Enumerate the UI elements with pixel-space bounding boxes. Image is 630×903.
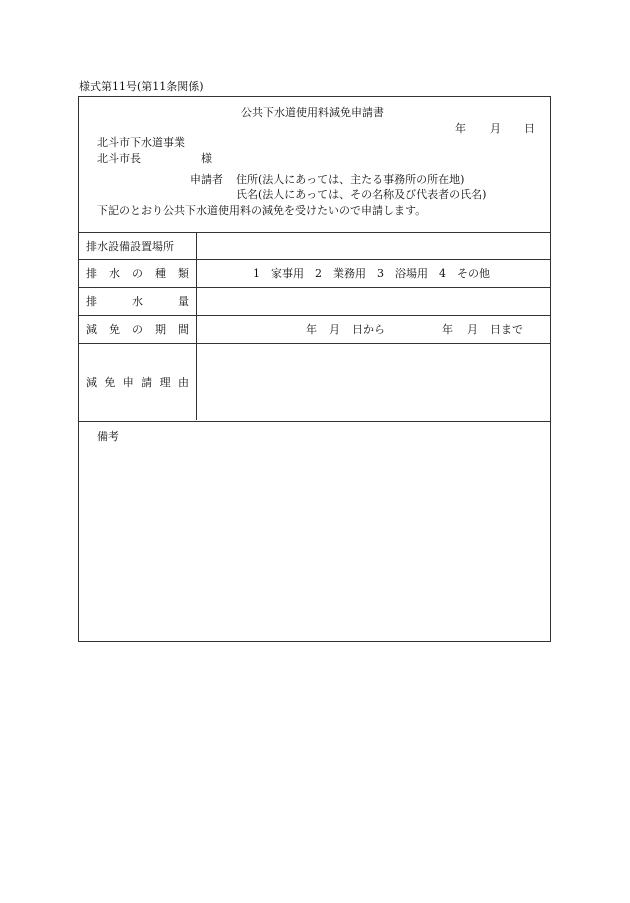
period-to-day: 日まで — [490, 323, 523, 336]
application-form — [78, 96, 551, 642]
label-char: 排 — [86, 267, 97, 280]
divider — [79, 315, 550, 316]
location-label — [86, 241, 189, 252]
date-day: 日 — [524, 122, 535, 135]
period-from-year: 年 — [306, 323, 317, 336]
label-char: 期 — [155, 323, 166, 336]
remarks-label: 備考 — [97, 430, 119, 443]
period-to-year: 年 — [442, 323, 453, 336]
divider — [79, 232, 550, 233]
label-char: 水 — [132, 295, 143, 308]
addressee-mayor: 北斗市長 — [97, 152, 141, 165]
label-char: 免 — [109, 323, 120, 336]
divider — [79, 421, 550, 422]
date-year: 年 — [455, 122, 466, 135]
label-char: 申 — [122, 376, 134, 389]
label-char: 種 — [155, 267, 166, 280]
period-from-day: 日から — [352, 323, 385, 336]
addressee-org: 北斗市下水道事業 — [97, 136, 185, 149]
label-char: 間 — [178, 323, 189, 336]
form-title: 公共下水道使用料減免申請書 — [241, 106, 384, 119]
period-to-month: 月 — [467, 323, 478, 336]
label-char: 水 — [109, 267, 120, 280]
label-char: 減 — [86, 323, 97, 336]
applicant-label: 申請者 — [190, 173, 223, 186]
label-char: 由 — [177, 376, 189, 389]
period-from-month: 月 — [329, 323, 340, 336]
period-label — [86, 324, 189, 335]
label-char: 類 — [178, 267, 189, 280]
addressee-honorific: 様 — [201, 152, 212, 165]
date-month: 月 — [490, 122, 501, 135]
label-char: 免 — [104, 376, 116, 389]
divider — [79, 343, 550, 344]
applicant-name: 氏名(法人にあっては、その名称及び代表者の氏名) — [236, 188, 487, 201]
label-char: の — [132, 323, 143, 336]
reason-label — [86, 377, 189, 388]
label-char: 量 — [178, 295, 189, 308]
drain-amount-label — [86, 296, 189, 307]
label-char: 請 — [141, 376, 153, 389]
applicant-address: 住所(法人にあっては、主たる事務所の所在地) — [236, 173, 465, 186]
drain-type-options: 1 家事用 2 業務用 3 浴場用 4 その他 — [253, 267, 490, 280]
column-divider — [196, 232, 197, 420]
label-char: 理 — [159, 376, 171, 389]
statement-text: 下記のとおり公共下水道使用料の減免を受けたいので申請します。 — [97, 204, 427, 217]
form-number: 様式第11号(第11条関係) — [79, 80, 204, 93]
divider — [79, 287, 550, 288]
divider — [79, 259, 550, 260]
label-char: 減 — [86, 376, 97, 389]
label-char: の — [132, 267, 143, 280]
drain-type-label — [86, 268, 189, 279]
label-text: 排水設備設置場所 — [86, 240, 174, 253]
label-char: 排 — [86, 295, 97, 308]
